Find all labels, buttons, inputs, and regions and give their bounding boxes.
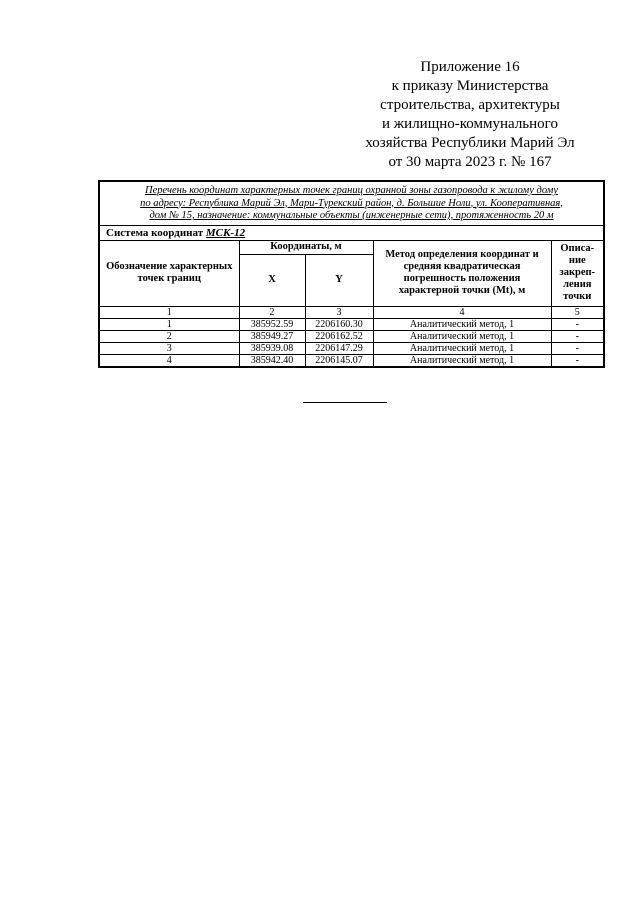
- col-header-desc: Описа-ние закреп-ления точки: [551, 240, 604, 306]
- cell-method: Аналитический метод, 1: [373, 330, 551, 342]
- header-line: к приказу Министерства: [391, 78, 549, 94]
- col-header-method: Метод определения координат и средняя квадратическая погрешность положения характерной точки (Mt), м: [373, 240, 551, 306]
- cell-y: 2206162.52: [305, 330, 373, 342]
- table-row: [99, 354, 604, 367]
- column-number: 4: [373, 306, 551, 318]
- cell-x: 385952.59: [239, 318, 305, 330]
- header-line: от 30 марта 2023 г. № 167: [388, 154, 552, 170]
- end-divider: [303, 402, 387, 403]
- cell-y: 2206160.30: [305, 318, 373, 330]
- table-row: [99, 330, 604, 342]
- table-row: [99, 318, 604, 330]
- col-header-x: X: [239, 254, 305, 306]
- cell-point: 2: [99, 330, 239, 342]
- cell-y: 2206147.29: [305, 342, 373, 354]
- cell-desc: -: [551, 342, 604, 354]
- coordinate-system-name: МСК-12: [205, 226, 246, 239]
- cell-point: 3: [99, 342, 239, 354]
- cell-method: Аналитический метод, 1: [373, 342, 551, 354]
- column-number: 3: [305, 306, 373, 318]
- cell-point: 4: [99, 354, 239, 367]
- cell-method: Аналитический метод, 1: [373, 318, 551, 330]
- column-number-row: [99, 306, 604, 318]
- coordinate-system: [99, 225, 604, 240]
- cell-desc: -: [551, 318, 604, 330]
- cell-point: 1: [99, 318, 239, 330]
- coordinate-system-label: Система координат: [106, 226, 204, 239]
- cell-x: 385949.27: [239, 330, 305, 342]
- header-line: хозяйства Республики Марий Эл: [365, 135, 575, 151]
- header-line: и жилищно-коммунального: [382, 116, 558, 132]
- table-title: [99, 181, 604, 225]
- column-number: 2: [239, 306, 305, 318]
- cell-method: Аналитический метод, 1: [373, 354, 551, 367]
- cell-y: 2206145.07: [305, 354, 373, 367]
- coordinates-table: [98, 180, 605, 368]
- col-header-y: Y: [305, 254, 373, 306]
- table-title-line: Перечень координат характерных точек границ охранной зоны газопровода к жилому дому: [145, 185, 559, 196]
- cell-desc: -: [551, 330, 604, 342]
- cell-x: 385942.40: [239, 354, 305, 367]
- column-number: 1: [99, 306, 239, 318]
- table-row: [99, 342, 604, 354]
- header-line: строительства, архитектуры: [380, 97, 560, 113]
- table-title-line: по адресу: Республика Марий Эл, Мари-Турекский район, д. Большие Ноли, ул. Кооперативная,: [140, 197, 563, 209]
- col-header-point: Обозначение характерных точек границ: [99, 240, 239, 306]
- cell-x: 385939.08: [239, 342, 305, 354]
- header-line: Приложение 16: [420, 59, 520, 75]
- col-header-coords: Координаты, м: [239, 240, 373, 254]
- column-number: 5: [551, 306, 604, 318]
- table-title-line: дом № 15, назначение: коммунальные объекты (инженерные сети), протяженность 20 м: [149, 210, 554, 221]
- appendix-header: [335, 58, 605, 172]
- cell-desc: -: [551, 354, 604, 367]
